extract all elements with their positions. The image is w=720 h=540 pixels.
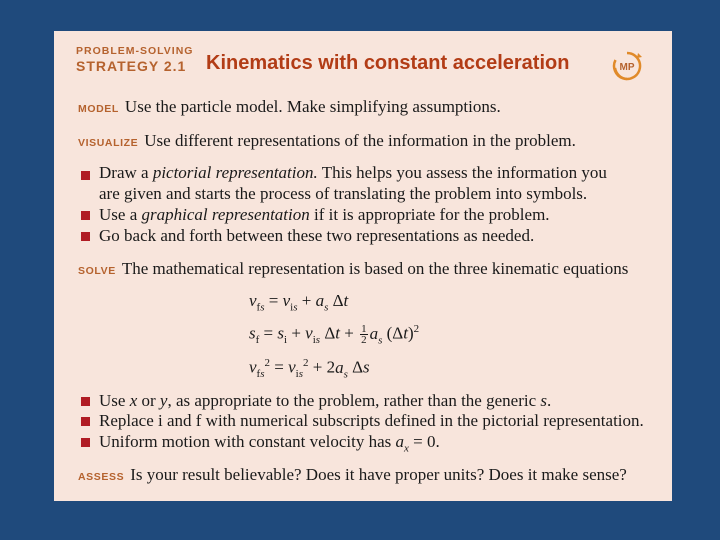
bullet-marker bbox=[81, 171, 90, 180]
bullet-marker bbox=[81, 417, 90, 426]
list-item: Go back and forth between these two representations as needed. bbox=[99, 226, 535, 245]
visualize-text: Use different representations of the information in the problem. bbox=[144, 131, 576, 150]
mp-badge-icon bbox=[612, 51, 642, 81]
solve-text: The mathematical representation is based on the three kinematic equations bbox=[121, 259, 629, 278]
visualize-label: VISUALIZE bbox=[78, 137, 139, 149]
assess-row bbox=[78, 465, 627, 485]
list-item-continuation: are given and starts the process of translating the problem into symbols. bbox=[99, 184, 588, 203]
equation-velocity: $v_{fs} = v_{is} + a_s$ Δt bbox=[249, 291, 349, 314]
list-item: Uniform motion with constant velocity has $a_x = 0$. bbox=[99, 432, 440, 455]
equation-velocity-squared: $v_{fs}^2 = v_{is}^2 + 2a_s$ Δs bbox=[249, 357, 370, 381]
model-row bbox=[78, 97, 501, 117]
bullet-marker bbox=[81, 397, 90, 406]
list-item: Draw a pictorial representation. This helps you assess the information you bbox=[99, 163, 607, 182]
list-item: Replace i and f with numerical subscripts defined in the pictorial representation. bbox=[99, 411, 644, 430]
model-text: Use the particle model. Make simplifying assumptions. bbox=[124, 97, 501, 116]
kicker-line-2: STRATEGY 2.1 bbox=[76, 58, 187, 74]
solve-row bbox=[78, 259, 628, 279]
model-label: MODEL bbox=[78, 103, 119, 115]
bullet-marker bbox=[81, 232, 90, 241]
list-item: Use a graphical representation if it is appropriate for the problem. bbox=[99, 205, 550, 224]
strategy-card bbox=[54, 31, 672, 501]
bullet-marker bbox=[81, 438, 90, 447]
visualize-row bbox=[78, 131, 576, 151]
kicker-line-1: PROBLEM-SOLVING bbox=[76, 45, 194, 57]
assess-text: Is your result believable? Does it have proper units? Does it make sense? bbox=[130, 465, 627, 484]
bullet-marker bbox=[81, 211, 90, 220]
equation-position: $s_f = s_i + v_{is}$ Δt + $\frac{1}{2}$ $a_s$ $(\Delta t)^2$ bbox=[249, 323, 420, 347]
page-title: Kinematics with constant acceleration bbox=[206, 52, 570, 74]
header-kicker bbox=[76, 45, 193, 74]
assess-label: ASSESS bbox=[78, 471, 125, 483]
list-item: Use x or y, as appropriate to the problem, rather than the generic s. bbox=[99, 391, 552, 410]
svg-text:MP: MP bbox=[619, 62, 635, 73]
solve-label: SOLVE bbox=[78, 265, 116, 277]
